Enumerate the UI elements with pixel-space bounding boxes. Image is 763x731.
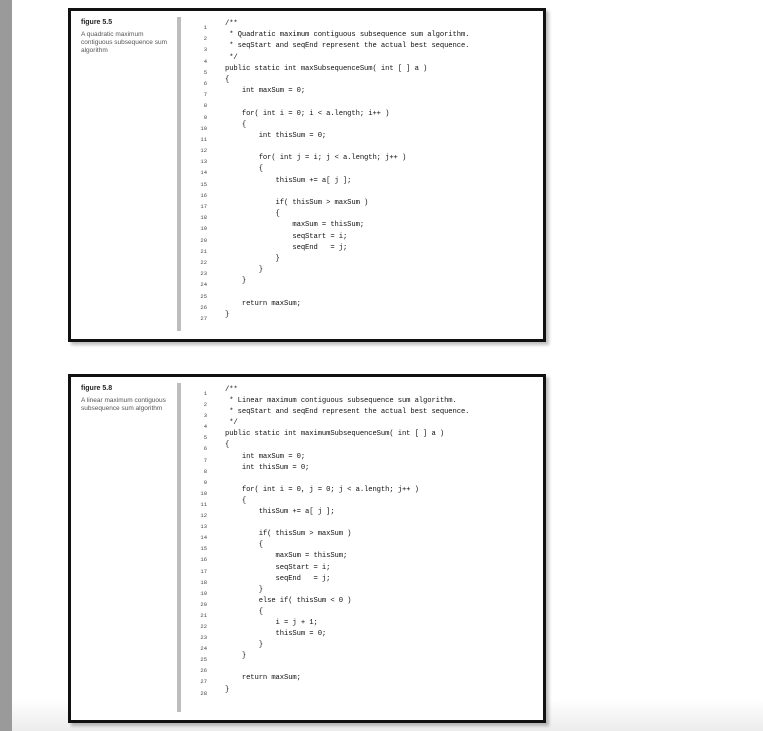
line-number: 5 bbox=[203, 434, 207, 442]
code-line: thisSum = 0; bbox=[225, 630, 327, 639]
figure-description: A linear maximum contiguous subsequence sum algorithm bbox=[81, 397, 166, 412]
figure-5-8-panel bbox=[68, 374, 546, 723]
line-number: 26 bbox=[200, 303, 207, 311]
window-left-edge bbox=[0, 0, 12, 731]
line-number: 16 bbox=[200, 191, 207, 199]
line-number: 22 bbox=[200, 258, 207, 266]
code-line: */ bbox=[225, 53, 238, 62]
code-line: } bbox=[225, 277, 247, 286]
code-line: return maxSum; bbox=[225, 674, 301, 683]
line-number: 14 bbox=[200, 534, 207, 542]
code-line: if( thisSum > maxSum ) bbox=[225, 199, 369, 207]
line-number: 22 bbox=[200, 622, 207, 630]
code-line: */ bbox=[225, 419, 238, 428]
line-number: 23 bbox=[200, 270, 207, 278]
line-number: 7 bbox=[203, 456, 207, 464]
line-number: 19 bbox=[200, 589, 207, 597]
figure-caption bbox=[81, 19, 176, 55]
code-line: { bbox=[225, 210, 280, 219]
code-listing bbox=[225, 385, 469, 696]
code-line: int maxSum = 0; bbox=[225, 87, 306, 96]
line-number: 23 bbox=[200, 634, 207, 642]
code-line: * seqStart and seqEnd represent the actual best sequence. bbox=[225, 42, 470, 51]
line-number: 25 bbox=[200, 292, 207, 300]
figure-label: figure 5.8 bbox=[81, 385, 113, 392]
line-number: 21 bbox=[200, 247, 207, 255]
code-line: } bbox=[225, 310, 230, 319]
code-line: seqEnd = j; bbox=[225, 574, 331, 583]
code-line bbox=[225, 142, 469, 153]
line-number: 6 bbox=[203, 445, 207, 453]
code-line bbox=[225, 288, 469, 299]
line-number: 17 bbox=[200, 567, 207, 575]
figure-label: figure 5.5 bbox=[81, 19, 113, 26]
code-line: * seqStart and seqEnd represent the actual best sequence. bbox=[225, 408, 470, 417]
code-line: seqStart = i; bbox=[225, 232, 348, 241]
line-number: 1 bbox=[203, 390, 207, 397]
code-line: * Quadratic maximum contiguous subsequence sum algorithm. bbox=[225, 31, 470, 40]
line-number: 24 bbox=[200, 645, 207, 653]
line-number: 21 bbox=[200, 611, 207, 619]
code-line: } bbox=[225, 585, 263, 594]
code-line: seqEnd = j; bbox=[225, 243, 348, 252]
code-line bbox=[225, 187, 469, 198]
line-number: 4 bbox=[203, 57, 207, 65]
code-line bbox=[225, 518, 469, 529]
line-number: 13 bbox=[200, 158, 207, 166]
code-divider bbox=[177, 383, 181, 712]
line-number: 26 bbox=[200, 667, 207, 675]
code-line: public static int maxSubsequenceSum( int [ ] a ) bbox=[225, 64, 428, 73]
code-line: else if( thisSum < 0 ) bbox=[225, 596, 352, 605]
code-line: { bbox=[225, 541, 263, 550]
code-line: } bbox=[225, 641, 263, 650]
code-line: seqStart = i; bbox=[225, 563, 331, 572]
code-line: int maxSum = 0; bbox=[225, 452, 306, 461]
line-number: 18 bbox=[200, 578, 207, 586]
line-number: 16 bbox=[200, 556, 207, 564]
line-number: 12 bbox=[200, 147, 207, 155]
line-number: 14 bbox=[200, 169, 207, 177]
code-line bbox=[225, 474, 469, 485]
line-number: 10 bbox=[200, 489, 207, 497]
code-line: maxSum = thisSum; bbox=[225, 552, 348, 561]
line-number: 9 bbox=[203, 113, 207, 121]
line-number: 18 bbox=[200, 214, 207, 222]
line-number: 17 bbox=[200, 203, 207, 210]
line-number: 11 bbox=[200, 135, 207, 143]
code-line: for( int i = 0; i < a.length; i++ ) bbox=[225, 109, 390, 118]
code-line: return maxSum; bbox=[225, 299, 301, 308]
line-number: 24 bbox=[200, 281, 207, 289]
line-number: 13 bbox=[200, 523, 207, 531]
line-number: 7 bbox=[203, 91, 207, 99]
code-line: } bbox=[225, 254, 280, 263]
code-line: { bbox=[225, 607, 263, 616]
code-line: } bbox=[225, 652, 247, 661]
line-number: 20 bbox=[200, 600, 207, 608]
line-number: 4 bbox=[203, 423, 207, 431]
line-number: 19 bbox=[200, 225, 207, 233]
code-line: } bbox=[225, 266, 263, 275]
code-line bbox=[225, 662, 469, 673]
code-line: /** bbox=[225, 20, 238, 28]
line-number: 1 bbox=[203, 24, 207, 31]
code-line: i = j + 1; bbox=[225, 618, 318, 627]
line-number: 25 bbox=[200, 656, 207, 664]
line-number: 28 bbox=[200, 689, 207, 697]
code-line: } bbox=[225, 685, 230, 694]
line-number: 15 bbox=[200, 180, 207, 188]
line-number: 27 bbox=[200, 678, 207, 686]
line-number: 10 bbox=[200, 124, 207, 132]
code-line bbox=[225, 97, 469, 108]
code-line: public static int maximumSubsequenceSum( int [ ] a ) bbox=[225, 430, 445, 439]
code-line: int thisSum = 0; bbox=[225, 463, 310, 472]
code-line: { bbox=[225, 496, 247, 505]
code-line: { bbox=[225, 165, 263, 174]
code-line: { bbox=[225, 441, 230, 450]
line-number: 12 bbox=[200, 512, 207, 520]
code-line: if( thisSum > maxSum ) bbox=[225, 530, 352, 539]
code-line: thisSum += a[ j ]; bbox=[225, 508, 335, 517]
line-number: 2 bbox=[203, 35, 207, 43]
line-number-column bbox=[189, 388, 207, 699]
line-number: 8 bbox=[203, 102, 207, 110]
line-number: 11 bbox=[200, 500, 207, 508]
line-number: 3 bbox=[203, 46, 207, 54]
line-number: 5 bbox=[203, 68, 207, 76]
line-number: 9 bbox=[203, 478, 207, 486]
code-line: maxSum = thisSum; bbox=[225, 221, 365, 230]
line-number: 6 bbox=[203, 79, 207, 87]
line-number: 8 bbox=[203, 467, 207, 475]
line-number: 2 bbox=[203, 401, 207, 409]
code-line: { bbox=[225, 75, 230, 84]
line-number: 20 bbox=[200, 236, 207, 244]
code-line: for( int j = i; j < a.length; j++ ) bbox=[225, 154, 407, 163]
code-listing bbox=[225, 19, 469, 321]
code-line: /** bbox=[225, 386, 238, 394]
code-line: for( int i = 0, j = 0; j < a.length; j++ ) bbox=[225, 485, 419, 494]
line-number: 3 bbox=[203, 412, 207, 420]
code-line: { bbox=[225, 120, 247, 129]
code-line: int thisSum = 0; bbox=[225, 131, 327, 140]
figure-description: A quadratic maximum contiguous subsequence sum algorithm bbox=[81, 31, 168, 54]
code-line: thisSum += a[ j ]; bbox=[225, 176, 352, 185]
line-number: 15 bbox=[200, 545, 207, 553]
figure-caption bbox=[81, 385, 176, 413]
line-number-column bbox=[189, 22, 207, 324]
code-line: * Linear maximum contiguous subsequence sum algorithm. bbox=[225, 397, 457, 406]
line-number: 27 bbox=[200, 314, 207, 322]
code-divider bbox=[177, 17, 181, 331]
figure-5-5-panel bbox=[68, 8, 546, 342]
